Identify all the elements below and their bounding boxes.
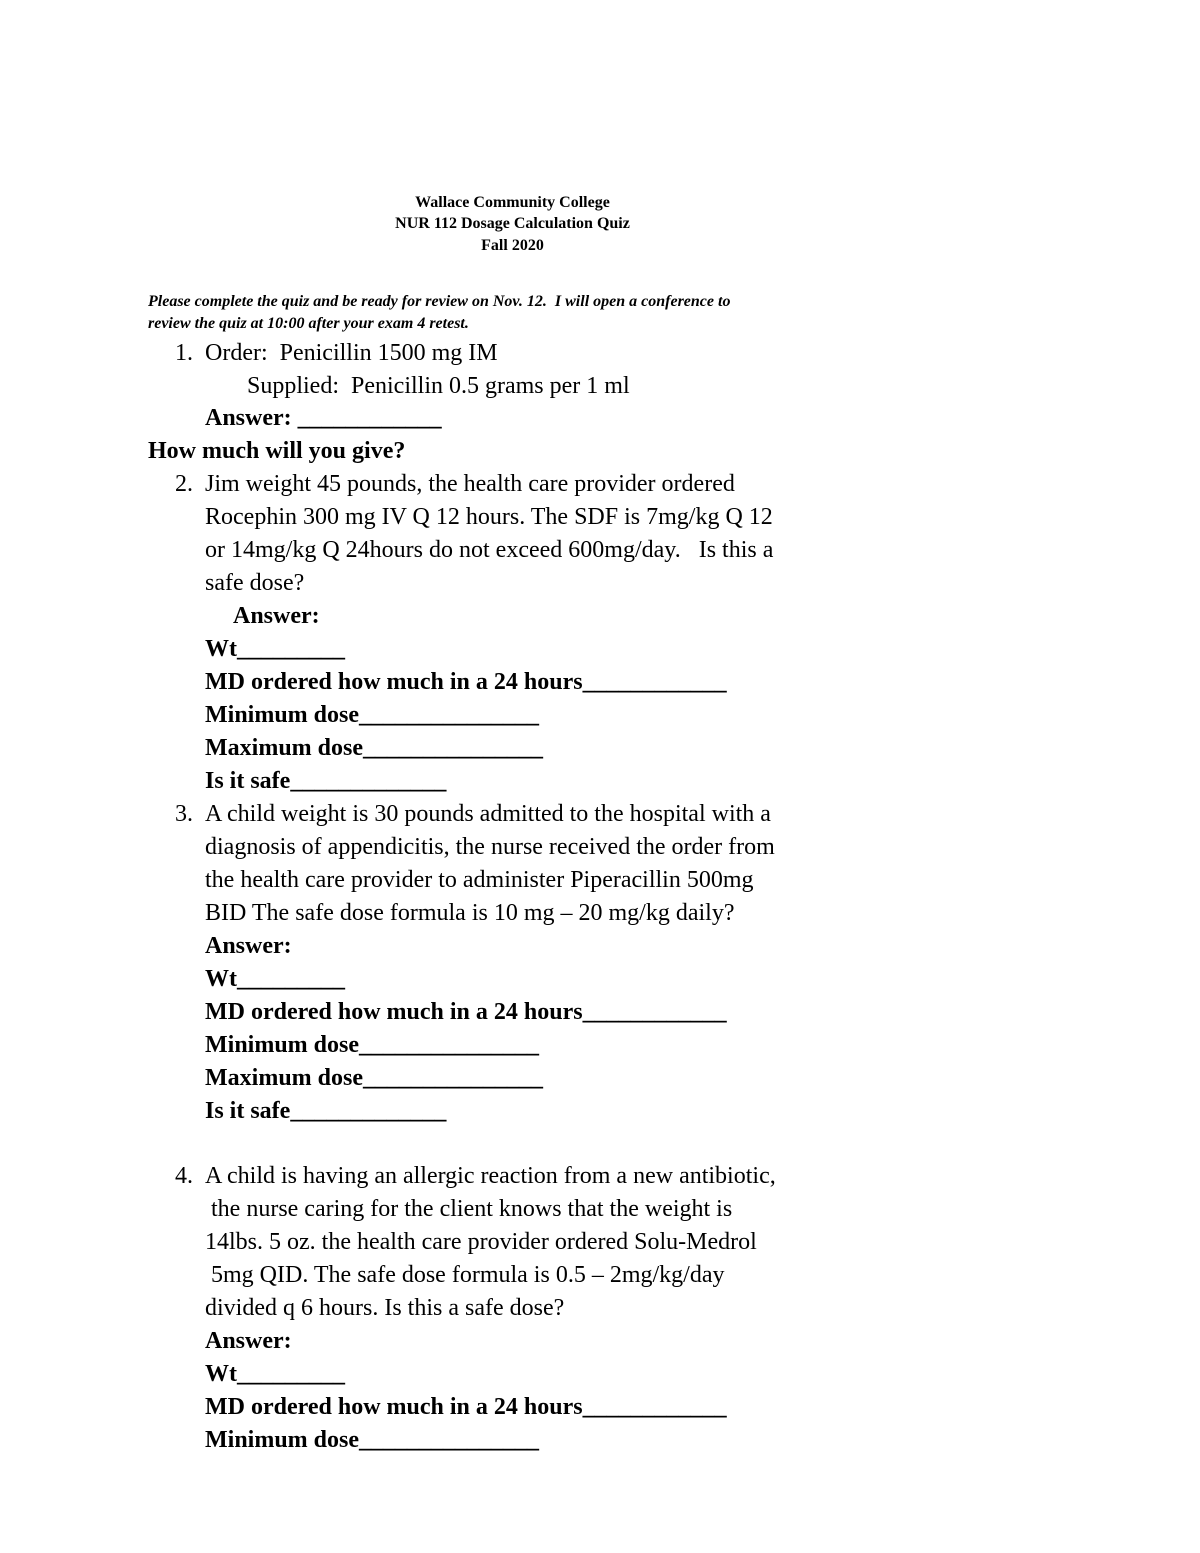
- question-2-md-ordered-blank: MD ordered how much in a 24 hours____________: [205, 669, 727, 695]
- question-4-text-line: A child is having an allergic reaction from a new antibiotic,: [205, 1163, 776, 1189]
- question-1-how-much: How much will you give?: [148, 438, 406, 464]
- question-4-text-line: the nurse caring for the client knows that the weight is: [205, 1196, 733, 1222]
- question-4-text-line: 14lbs. 5 oz. the health care provider ordered Solu-Medrol: [205, 1229, 757, 1255]
- question-3-minimum-dose-blank: Minimum dose_______________: [205, 1032, 540, 1058]
- question-2-text-line: safe dose?: [205, 570, 305, 596]
- school-name: Wallace Community College: [415, 194, 610, 211]
- question-4-md-ordered-blank: MD ordered how much in a 24 hours____________: [205, 1394, 727, 1420]
- question-4-text-line: 5mg QID. The safe dose formula is 0.5 – 2mg/kg/day: [205, 1262, 725, 1288]
- question-3-number: 3.: [175, 801, 193, 827]
- question-4-text-line: divided q 6 hours. Is this a safe dose?: [205, 1295, 565, 1321]
- instructions-line-1: Please complete the quiz and be ready for review on Nov. 12. I will open a conference to: [148, 293, 731, 310]
- question-4-weight-blank: Wt_________: [205, 1361, 345, 1387]
- question-3-is-safe-blank: Is it safe_____________: [205, 1098, 447, 1124]
- question-2-text-line: or 14mg/kg Q 24hours do not exceed 600mg/day. Is this a: [205, 537, 774, 563]
- instructions-line-2: review the quiz at 10:00 after your exam 4 retest.: [148, 315, 469, 332]
- question-2-maximum-dose-blank: Maximum dose_______________: [205, 735, 543, 761]
- question-3-answer-label: Answer:: [205, 933, 292, 959]
- course-title: NUR 112 Dosage Calculation Quiz: [395, 215, 630, 232]
- question-2-answer-label: Answer:: [233, 603, 320, 629]
- question-3-text-line: diagnosis of appendicitis, the nurse received the order from: [205, 834, 775, 860]
- question-3-maximum-dose-blank: Maximum dose_______________: [205, 1065, 543, 1091]
- term-label: Fall 2020: [481, 237, 544, 254]
- question-3-text-line: BID The safe dose formula is 10 mg – 20 mg/kg daily?: [205, 900, 735, 926]
- question-1-number: 1.: [175, 340, 193, 366]
- question-1-answer: Answer: ____________: [205, 405, 442, 431]
- question-3-weight-blank: Wt_________: [205, 966, 345, 992]
- question-2-text-line: Rocephin 300 mg IV Q 12 hours. The SDF is 7mg/kg Q 12: [205, 504, 773, 530]
- question-2-number: 2.: [175, 471, 193, 497]
- question-4-minimum-dose-blank: Minimum dose_______________: [205, 1427, 540, 1453]
- question-2-minimum-dose-blank: Minimum dose_______________: [205, 702, 540, 728]
- question-2-is-safe-blank: Is it safe_____________: [205, 768, 447, 794]
- question-3-text-line: A child weight is 30 pounds admitted to the hospital with a: [205, 801, 771, 827]
- question-3-text-line: the health care provider to administer Piperacillin 500mg: [205, 867, 754, 893]
- question-1-order: Order: Penicillin 1500 mg IM: [205, 340, 498, 366]
- question-3-md-ordered-blank: MD ordered how much in a 24 hours____________: [205, 999, 727, 1025]
- question-2-weight-blank: Wt_________: [205, 636, 345, 662]
- question-1-supplied: Supplied: Penicillin 0.5 grams per 1 ml: [247, 373, 630, 399]
- question-4-number: 4.: [175, 1163, 193, 1189]
- question-2-text-line: Jim weight 45 pounds, the health care provider ordered: [205, 471, 735, 497]
- question-4-answer-label: Answer:: [205, 1328, 292, 1354]
